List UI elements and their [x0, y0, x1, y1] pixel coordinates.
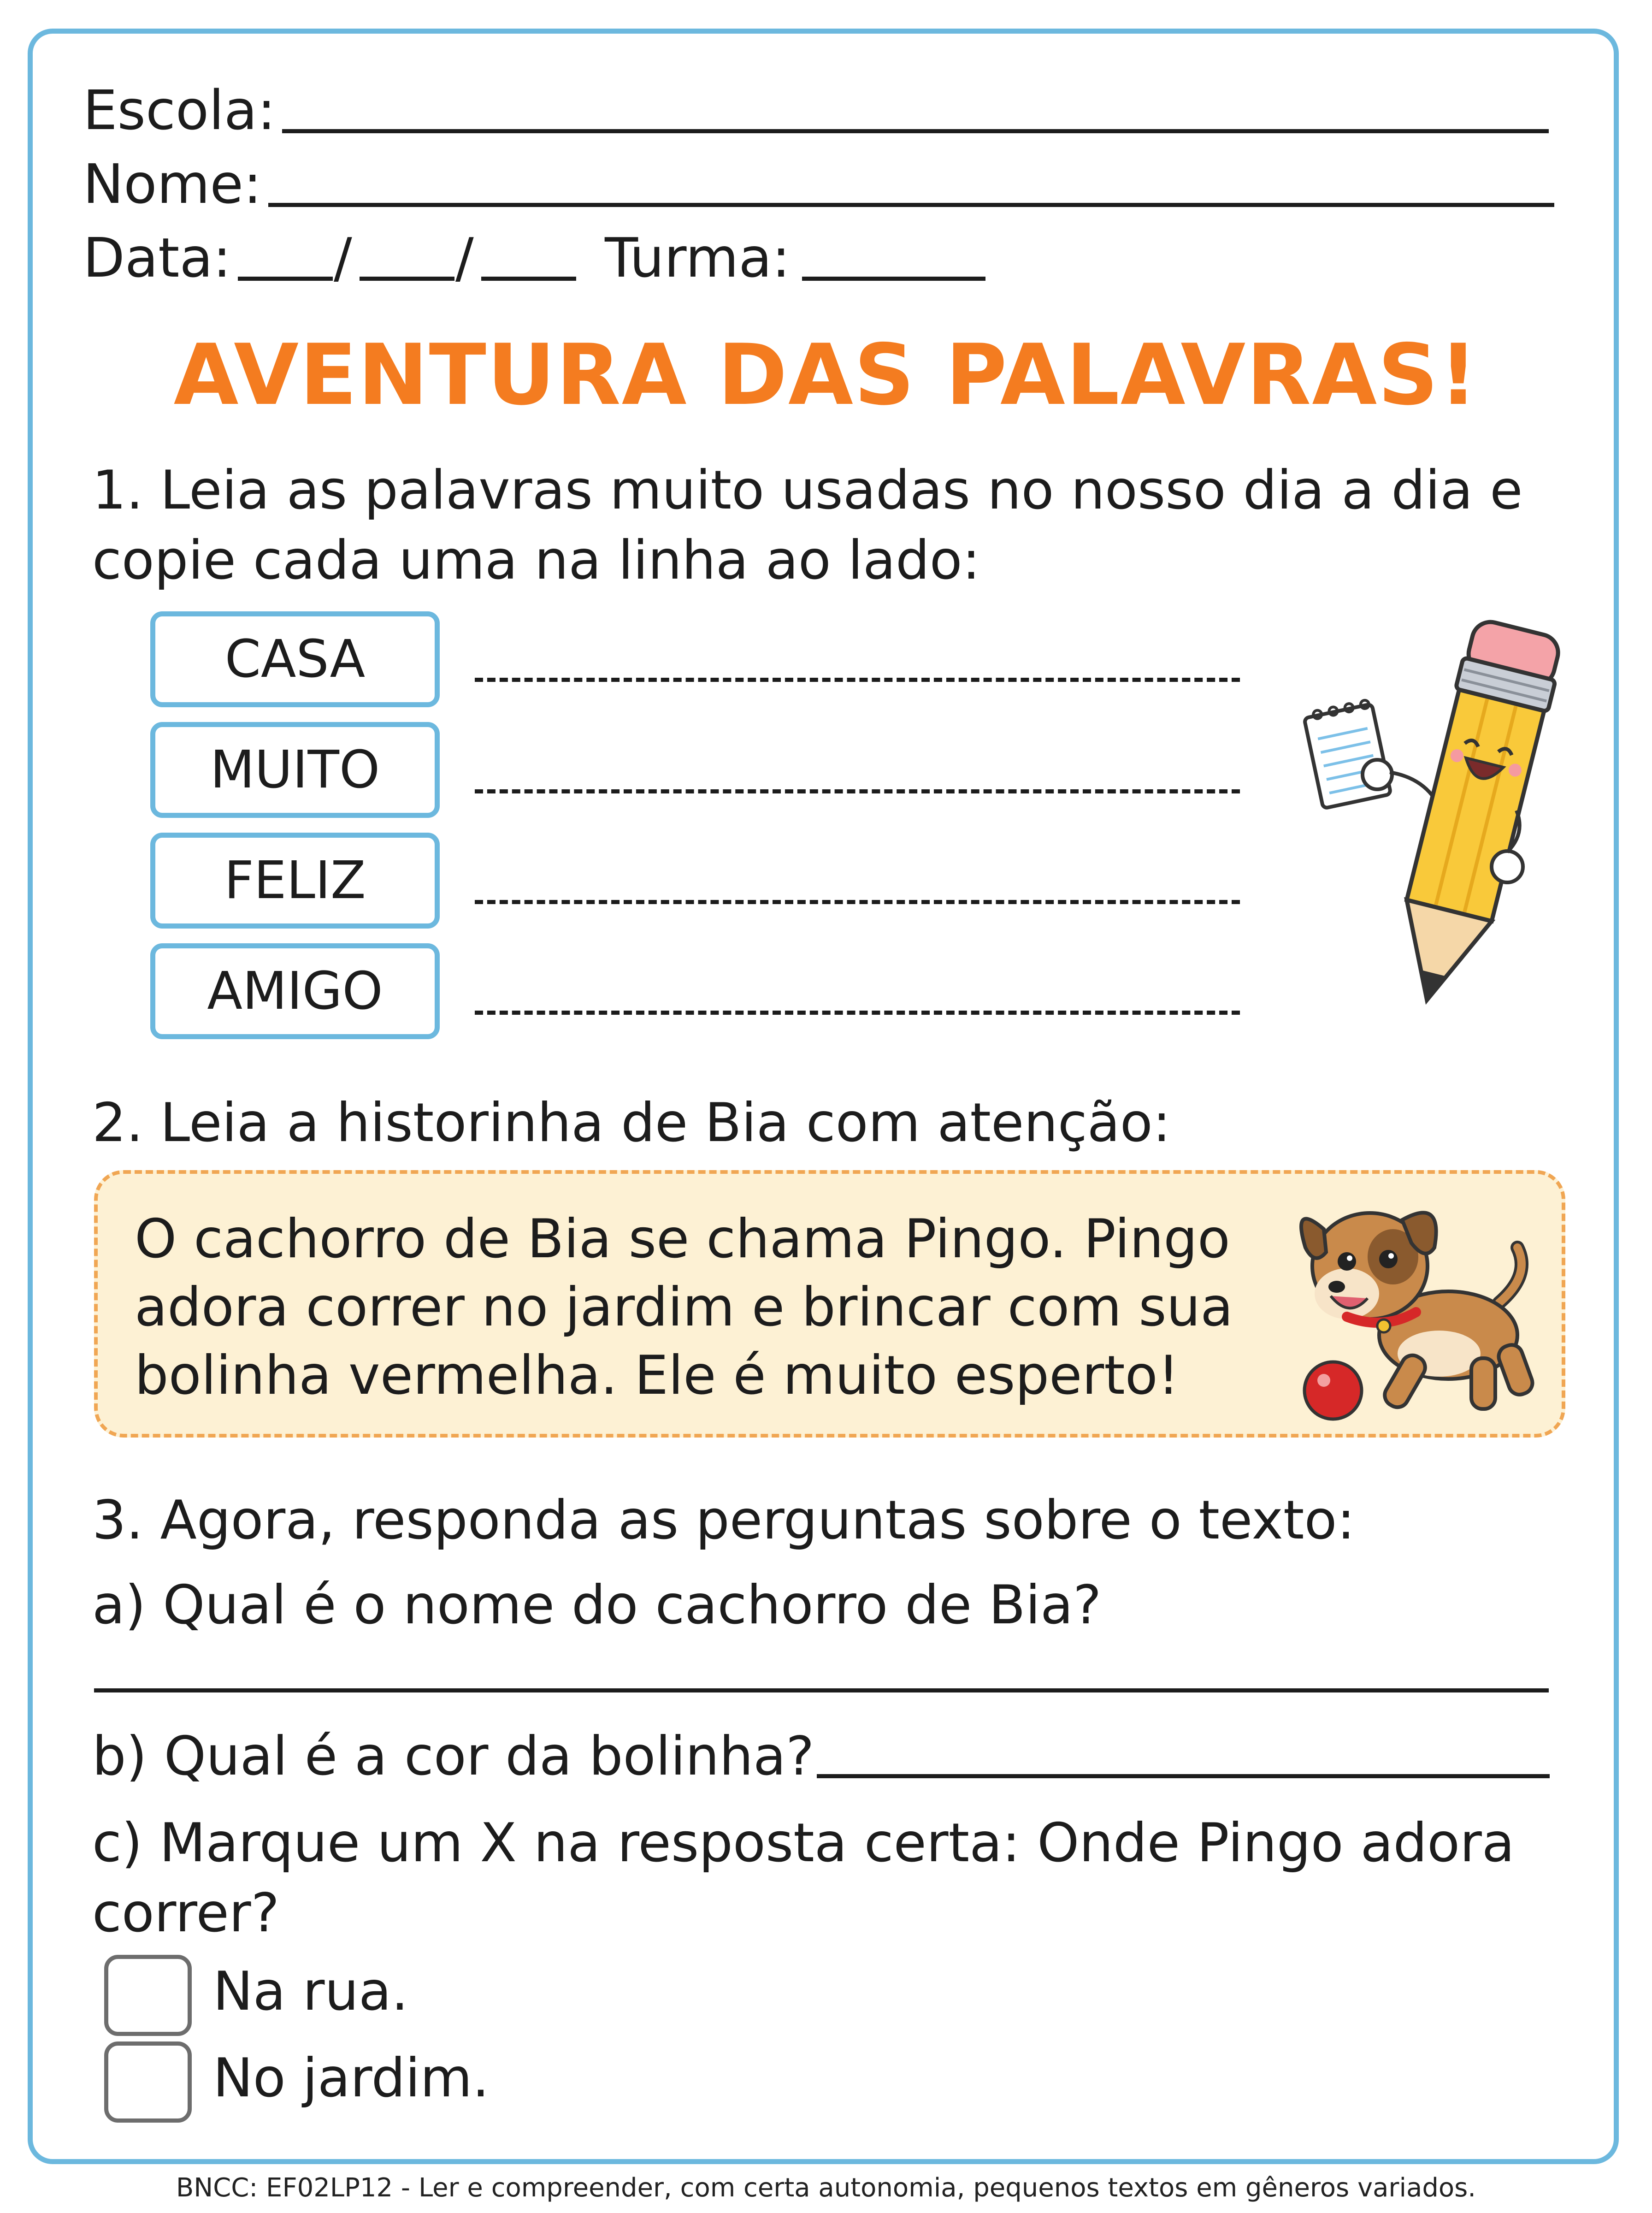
bncc-footer: BNCC: EF02LP12 - Ler e compreender, com certa autonomia, pequenos textos em gêneros variados.	[176, 2173, 1476, 2203]
option-label: No jardim.	[213, 2047, 490, 2109]
option-checkbox[interactable]	[104, 2041, 192, 2123]
question-3c-line-1: c) Marque um X na resposta certa: Onde Pingo adora	[92, 1812, 1515, 1874]
turma-label: Turma:	[605, 226, 791, 290]
question-3-text: 3. Agora, responda as perguntas sobre o texto:	[92, 1489, 1355, 1551]
pencil-mascot-icon	[1291, 609, 1576, 1024]
story-line: O cachorro de Bia se chama Pingo. Pingo	[135, 1208, 1230, 1270]
nome-label: Nome:	[83, 152, 262, 216]
question-3a-text: a) Qual é o nome do cachorro de Bia?	[92, 1574, 1102, 1636]
escola-label: Escola:	[83, 78, 276, 142]
option-label: Na rua.	[213, 1960, 408, 2023]
data-label: Data:	[83, 226, 231, 290]
date-slash: /	[455, 226, 474, 290]
copy-line[interactable]	[475, 900, 1240, 904]
answer-a-line[interactable]	[94, 1688, 1549, 1692]
copy-line[interactable]	[475, 678, 1240, 682]
question-3c-line-2: correr?	[92, 1882, 280, 1944]
copy-line[interactable]	[475, 789, 1240, 793]
story-line: adora correr no jardim e brincar com sua	[135, 1276, 1233, 1338]
question-3b-text: b) Qual é a cor da bolinha?	[92, 1725, 814, 1787]
answer-b-line[interactable]	[817, 1774, 1550, 1778]
question-2-text: 2. Leia a historinha de Bia com atenção:	[92, 1092, 1171, 1154]
date-slash: /	[334, 226, 352, 290]
word-box: FELIZ	[150, 833, 440, 929]
word-box: MUITO	[150, 722, 440, 818]
data-year-field[interactable]	[481, 277, 576, 281]
option-checkbox[interactable]	[104, 1955, 192, 2036]
data-month-field[interactable]	[360, 277, 454, 281]
question-1-line-2: copie cada uma na linha ao lado:	[92, 529, 980, 592]
worksheet-title: AVENTURA DAS PALAVRAS!	[173, 326, 1479, 424]
data-day-field[interactable]	[238, 277, 333, 281]
turma-field[interactable]	[802, 277, 985, 281]
story-line: bolinha vermelha. Ele é muito esperto!	[135, 1344, 1180, 1407]
escola-field[interactable]	[282, 129, 1549, 133]
copy-line[interactable]	[475, 1011, 1240, 1015]
story-box	[94, 1170, 1565, 1438]
puppy-with-ball-icon	[1255, 1188, 1550, 1427]
word-box: AMIGO	[150, 943, 440, 1039]
word-box: CASA	[150, 611, 440, 707]
question-1-line-1: 1. Leia as palavras muito usadas no nosso dia a dia e	[92, 459, 1523, 521]
nome-field[interactable]	[268, 203, 1554, 207]
